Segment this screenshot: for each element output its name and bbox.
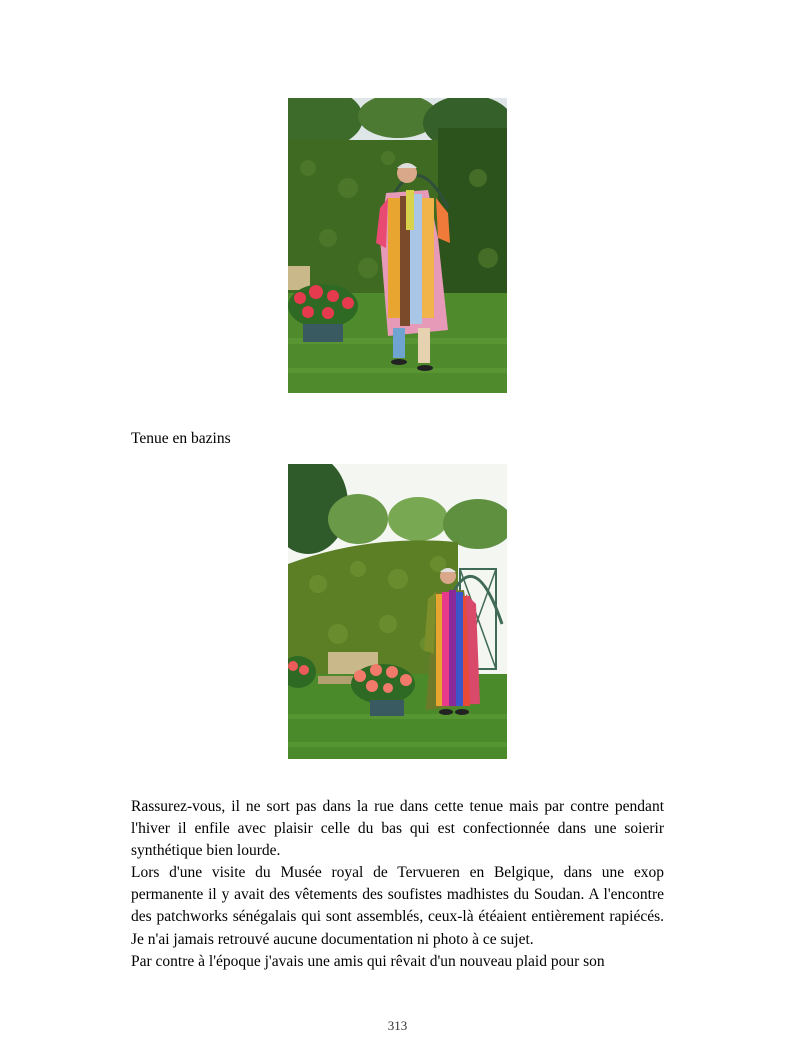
page-number: 313 <box>387 1018 408 1033</box>
paragraph: Par contre à l'époque j'avais une amis qui rêvait d'un nouveau plaid pour son <box>131 952 605 970</box>
paragraph: Rassurez-vous, il ne sort pas dans la rue dans cette tenue mais par contre pendant l'hiver il enfile avec plaisir celle du bas qui est confectionnée dans une soierir synthétique bien lourde. <box>131 798 664 860</box>
photo-striped-robe <box>288 464 507 759</box>
photo-patchwork-robe <box>288 98 507 393</box>
body-text <box>131 796 664 973</box>
paragraph: Lors d'une visite du Musée royal de Tervueren en Belgique, dans une exop permanente il y avait des vêtements des soufistes madhistes du Soudan. A l'encontre des patchworks sénégalais qui sont assemblés, ceux-là étéaient entièrement rapiécés. Je n'ai jamais retrouvé aucune documentation ni photo à ce sujet. <box>131 864 664 948</box>
photo-caption: Tenue en bazins <box>131 430 231 447</box>
